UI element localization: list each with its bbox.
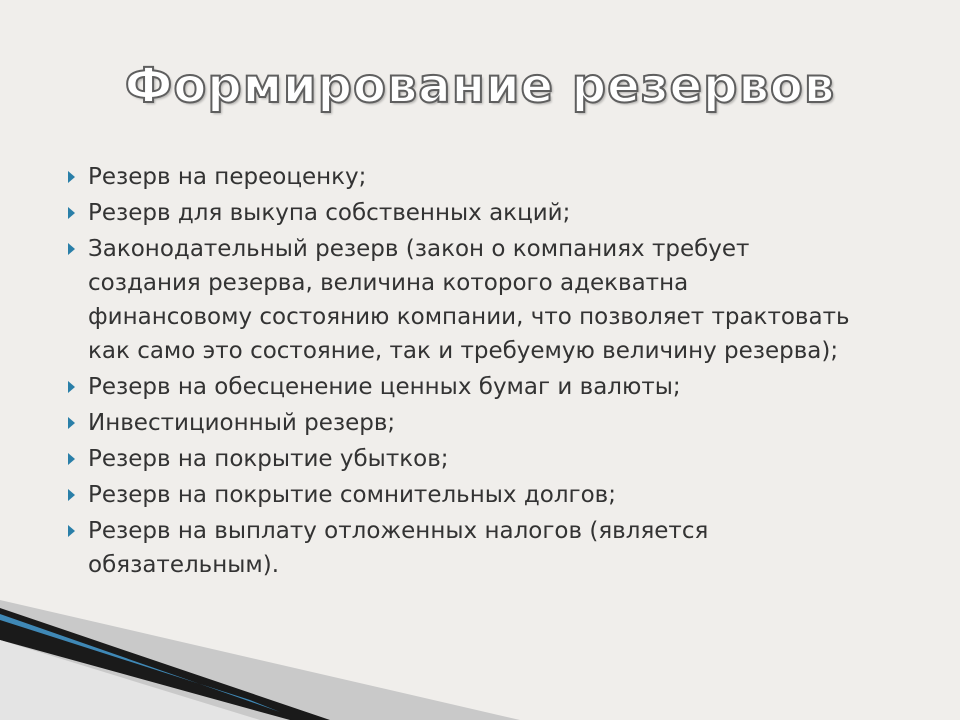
swoosh-dark-band xyxy=(0,608,330,720)
list-item xyxy=(64,478,854,512)
list-item xyxy=(64,442,854,476)
list-item xyxy=(64,232,854,368)
triangle-bullet-icon xyxy=(68,489,75,501)
triangle-bullet-icon xyxy=(68,525,75,537)
list-item-text: Резерв на покрытие убытков; xyxy=(88,446,449,472)
list-item xyxy=(64,196,854,230)
swoosh-gray-band xyxy=(0,600,520,720)
list-item-text: Резерв на переоценку; xyxy=(88,164,367,190)
swoosh-light-band xyxy=(0,640,260,720)
triangle-bullet-icon xyxy=(68,207,75,219)
bullet-list xyxy=(64,160,854,584)
list-item xyxy=(64,370,854,404)
list-item xyxy=(64,406,854,440)
swoosh-blue-band xyxy=(0,614,280,712)
list-item-text: Резерв на покрытие сомнительных долгов; xyxy=(88,482,616,508)
list-item-text: Инвестиционный резерв; xyxy=(88,410,396,436)
list-item-text: Резерв на обесценение ценных бумаг и валюты; xyxy=(88,374,681,400)
triangle-bullet-icon xyxy=(68,381,75,393)
list-item-text: Законодательный резерв (закон о компаниях требует создания резерва, величина которого адекватна финансовому состоянию компании, что позволяет трактовать как само это состояние, так и требуемую величину резерва); xyxy=(88,236,850,364)
slide-title: Формирование резервов xyxy=(124,58,836,114)
triangle-bullet-icon xyxy=(68,243,75,255)
triangle-bullet-icon xyxy=(68,453,75,465)
triangle-bullet-icon xyxy=(68,171,75,183)
list-item xyxy=(64,160,854,194)
list-item-text: Резерв для выкупа собственных акций; xyxy=(88,200,571,226)
list-item xyxy=(64,514,854,582)
triangle-bullet-icon xyxy=(68,417,75,429)
list-item-text: Резерв на выплату отложенных налогов (является обязательным). xyxy=(88,518,709,578)
